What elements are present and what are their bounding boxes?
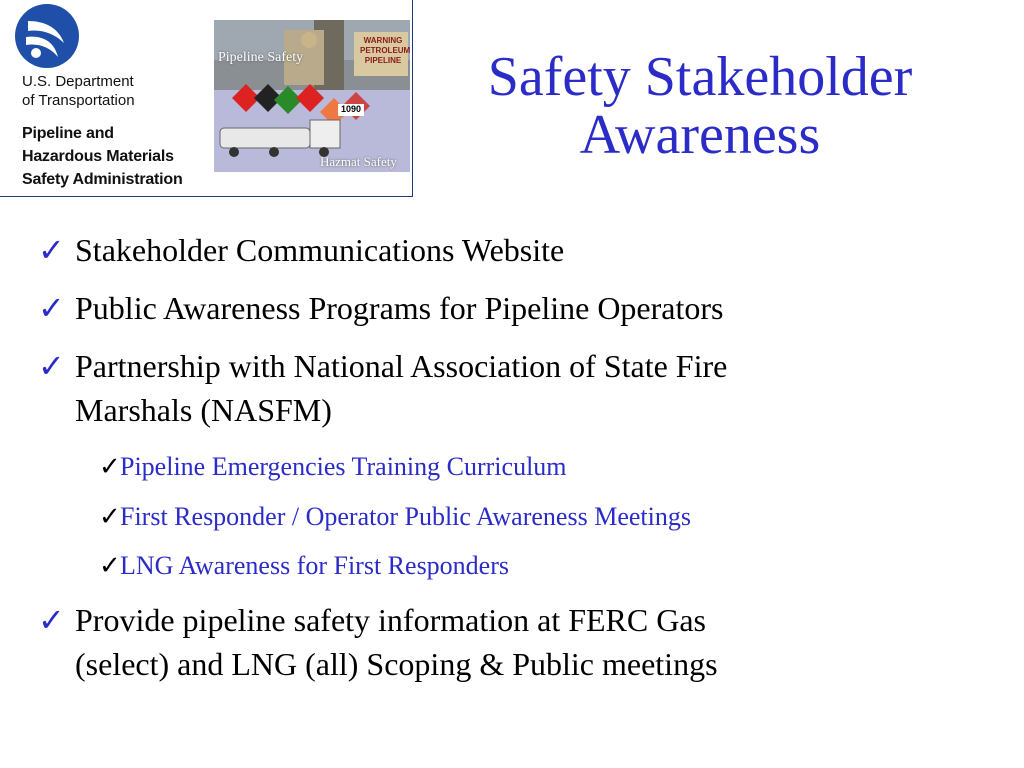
administration-name: Pipeline and Hazardous Materials Safety Administration [22,125,183,188]
checkmark-icon: ✓ [38,602,65,638]
checkmark-icon: ✓ [99,452,121,481]
header-photo-collage [214,20,410,172]
placard-number: 1090 [340,104,362,114]
checkmark-icon: ✓ [38,290,65,326]
checkmark-icon: ✓ [99,551,121,580]
hazmat-safety-label: Hazmat Safety [320,154,397,169]
sub-bullet-item: ✓ LNG Awareness for First Responders [99,551,509,580]
checkmark-icon: ✓ [38,232,65,268]
dot-logo-icon [14,3,80,69]
sub-bullet-item: ✓ Pipeline Emergencies Training Curriculum [99,452,567,481]
pipeline-safety-label: Pipeline Safety [218,50,304,65]
bullet-item: ✓ Public Awareness Programs for Pipeline Operators [38,286,938,330]
bullet-item: ✓ Provide pipeline safety information at FERC Gas (select) and LNG (all) Scoping & Public meetings [38,598,938,686]
sub-bullet-item: ✓ First Responder / Operator Public Awareness Meetings [99,502,691,531]
slide-title: Safety Stakeholder Awareness [487,46,913,166]
checkmark-icon: ✓ [38,348,65,384]
warning-sign: WARNING PETROLEUM PIPELINE [360,36,410,65]
checkmark-icon: ✓ [99,502,121,531]
bullet-item: ✓ Stakeholder Communications Website [38,228,938,272]
department-name: U.S. Department of Transportation [22,73,135,109]
header-banner [0,0,413,197]
bullet-item: ✓ Partnership with National Association of State Fire Marshals (NASFM) [38,344,938,432]
